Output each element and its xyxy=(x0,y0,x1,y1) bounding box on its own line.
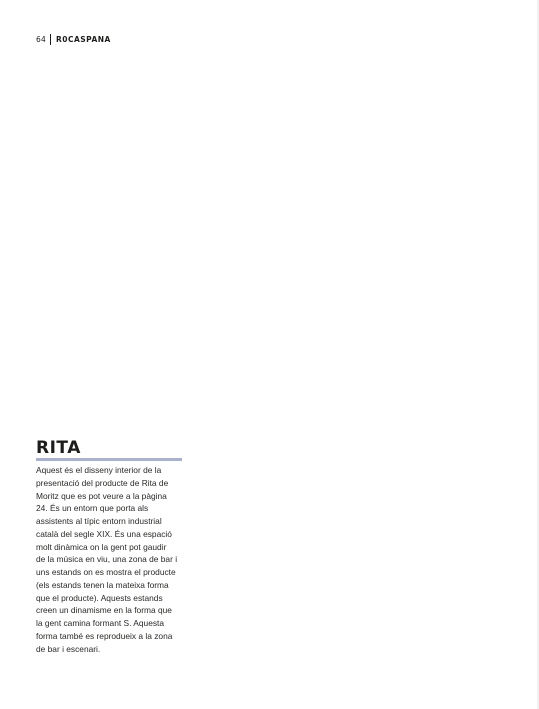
body-line: la gent camina formant S. Aquesta xyxy=(36,618,165,628)
body-line: presentació del producte de Rita de xyxy=(36,477,169,488)
brand-mark: 0 xyxy=(62,35,68,44)
body-line: Aquest és el disseny interior de la xyxy=(36,465,162,475)
brand-prefix: R xyxy=(55,35,63,44)
page-number: 64 xyxy=(36,35,46,44)
body-line: (els estands tenen la mateixa forma xyxy=(36,579,169,590)
body-line: que el producte). Aquests estands xyxy=(36,592,163,603)
body-line: de la música en viu, una zona de bar i xyxy=(36,554,178,565)
body-line: uns estands on es mostra el producte xyxy=(36,567,176,577)
brand-name xyxy=(56,35,111,44)
brand-suffix: CASPANA xyxy=(67,35,111,44)
section-body xyxy=(36,464,186,655)
body-line: de bar i escenari. xyxy=(36,643,101,654)
body-line: molt dinàmica on la gent pot gaudir xyxy=(36,541,167,552)
rita-section xyxy=(36,438,182,655)
body-line: català del segle XIX. És una espació xyxy=(36,528,172,539)
body-line: creen un dinamisme en la forma que xyxy=(36,605,172,616)
body-line: 24. És un entorn que porta als xyxy=(36,503,149,514)
running-header xyxy=(36,34,111,45)
body-line: Moritz que es pot veure a la pàgina xyxy=(36,490,167,501)
body-line: forma també es reprodueix a la zona xyxy=(36,630,173,641)
header-separator xyxy=(50,34,51,45)
title-underline xyxy=(36,458,182,461)
section-title: RITA xyxy=(36,438,81,458)
body-line: assistents al típic entorn industrial xyxy=(36,516,162,526)
